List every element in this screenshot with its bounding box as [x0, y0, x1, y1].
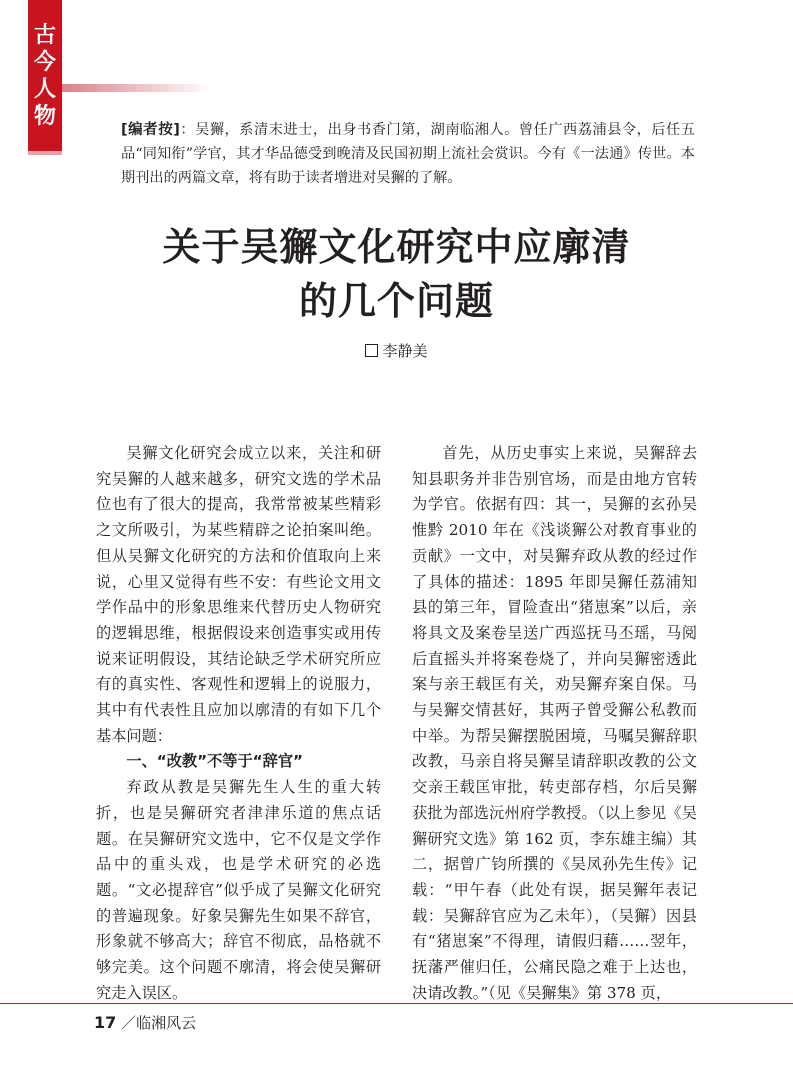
page-number: 17: [94, 1013, 117, 1032]
section-tab-accent: [62, 84, 212, 92]
section-char: 物: [33, 103, 56, 129]
editor-note-text: ：吴獬，系清末进士，出身书香门第，湖南临湘人。曾任广西荔浦县令，后任五品“同知衔”学官，其才华品德受到晚清及民国初期上流社会赏识。今有《一法通》传世。本期刊出的两篇文章，将有助于读者增进对吴獬的了解。: [121, 122, 695, 186]
body-column-left: [96, 441, 381, 1006]
section-char: 今: [33, 49, 56, 75]
editor-note-tag: [编者按]: [121, 122, 180, 138]
section-heading: 一、“改教”不等于“辞官”: [126, 752, 304, 771]
footer-separator: ／: [121, 1014, 137, 1032]
page-footer: [94, 1012, 196, 1033]
paragraph: 吴獬文化研究会成立以来，关注和研究吴獬的人越来越多，研究文选的学术品位也有了很大的提高，我常常被某些精彩之文所吸引，为某些精辟之论拍案叫绝。但从吴獬文化研究的方法和价值取向上来说，心里又觉得有些不安：有些论文用文学作品中的形象思维来代替历史人物研究的逻辑思维，根据假设来创造事实或用传说来证明假设，其结论缺乏学术研究所应有的真实性、客观性和逻辑上的说服力，其中有代表性且应加以廓清的有如下几个基本问题：: [96, 444, 381, 745]
paragraph: 首先，从历史事实上来说，吴獬辞去知县职务并非告别官场，而是由地方官转为学官。依据有四：其一，吴獬的玄孙吴惟黔 2010 年在《浅谈獬公对教育事业的贡献》一文中，对吴獬弃政从教的经过作了具体的描述：1895 年即吴獬任荔浦知县的第三年，冒险查出“猪崽案”以后，亲将具文及案卷呈送广西巡抚马丕瑶，马阅后直摇头并将案卷烧了，并向吴獬密透此案与亲王载匡有关，劝吴獬弃案自保。马与吴獬交情甚好，其两子曾受獬公私教而中举。为帮吴獬摆脱困境，马嘱吴獬辞职改教，马亲自将吴獬呈请辞职改教的公文交亲王载匡审批，转吏部存档，尔后吴獬获批为部选沅州府学教授。（以上参见《吴獬研究文选》第 162 页，李东雄主编）其二，据曾广钧所撰的《吴凤孙先生传》记载：“甲午春（此处有误，据吴獬年表记载：吴獬辞官应为乙未年），（吴獬）因县有“猪崽案”不得理，请假归藉……翌年，抚藩严催归任，公痛民隐之难于上达也，决请改教。”（见《吴獬集》第 378 页，: [412, 444, 697, 1002]
paragraph: 弃政从教是吴獬先生人生的重大转折，也是吴獬研究者津津乐道的焦点话题。在吴獬研究文选中，它不仅是文学作品中的重头戏，也是学术研究的必选题。“文必提辞官”似乎成了吴獬文化研究的普遍现象。好象吴獬先生如果不辞官，形象就不够高大；辞官不彻底，品格就不够完美。这个问题不廓清，将会使吴獬研究走入误区。: [96, 778, 381, 1002]
section-tab-underline: [28, 151, 62, 155]
section-char: 古: [33, 22, 56, 48]
editor-note: [121, 118, 695, 190]
article-title-line-1: 关于吴獬文化研究中应廓清: [162, 225, 631, 269]
article-title-line-2: 的几个问题: [298, 279, 494, 323]
section-tab: [28, 0, 62, 152]
article-title: [60, 220, 733, 328]
section-char: 人: [33, 76, 56, 102]
author-name: 李静美: [382, 342, 428, 360]
article-author: [0, 340, 793, 361]
footer-divider: [0, 1003, 793, 1004]
author-box-icon: [365, 344, 378, 357]
publication-name: 临湘风云: [136, 1014, 197, 1032]
body-column-right: [412, 441, 697, 1006]
